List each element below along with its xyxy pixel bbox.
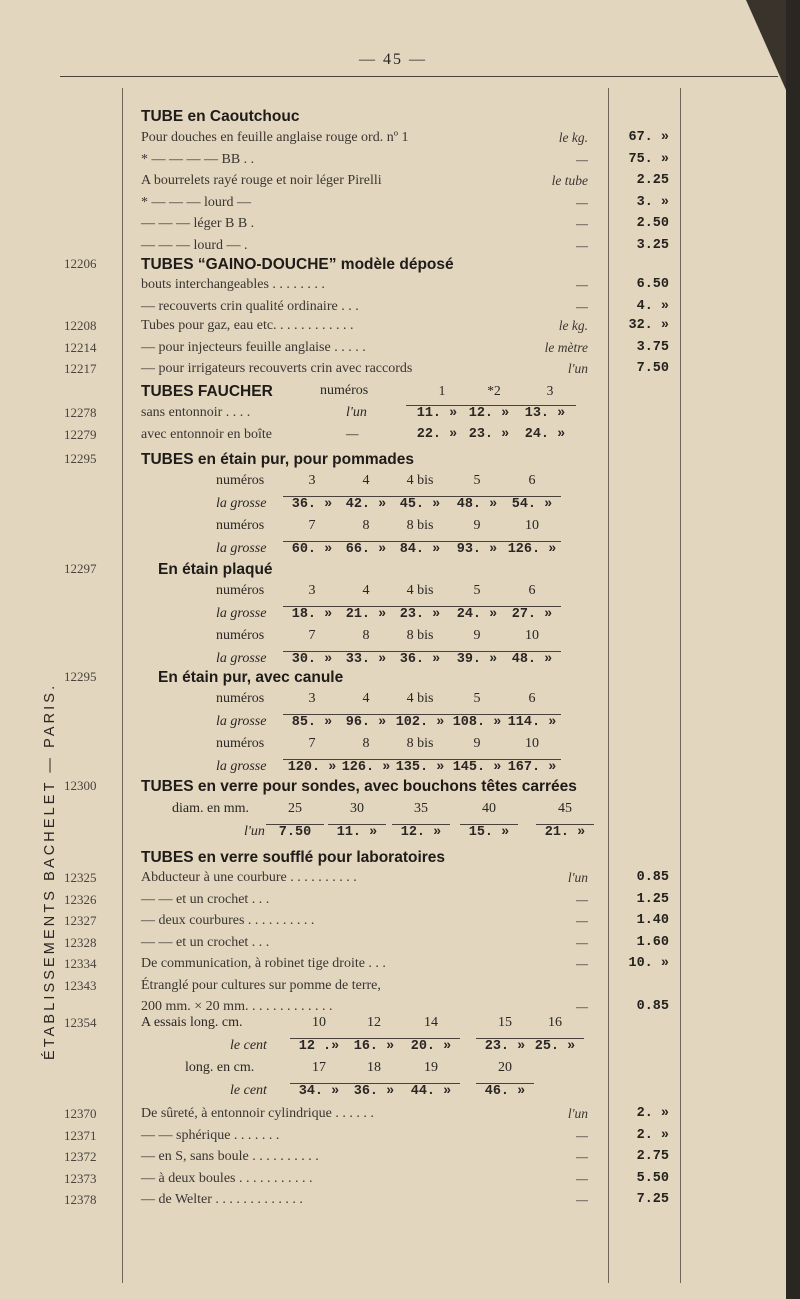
essais-price-values: [0, 1083, 786, 1105]
length: 10: [312, 1015, 326, 1030]
souffle-row: [0, 935, 786, 957]
row-label: la grosse: [216, 650, 267, 666]
item-price: 60. »: [283, 541, 341, 557]
unit-label: —: [575, 1170, 588, 1186]
diameter: 40: [482, 801, 496, 816]
item-code: 12378: [64, 1192, 97, 1207]
item-price: 54. »: [503, 496, 561, 512]
item-price: 13. »: [514, 405, 576, 421]
item-price: 16. »: [345, 1038, 403, 1054]
item-description: De communication, à robinet tige droite . . .: [141, 956, 386, 971]
unit-label: —: [346, 427, 359, 442]
essais-price-values: [0, 1038, 786, 1060]
item-price: 102. »: [391, 714, 449, 730]
item-price: 7.50: [636, 361, 669, 376]
item-price: 145. »: [448, 759, 506, 775]
item-price: 167. »: [503, 759, 561, 775]
surete-row: [0, 1149, 786, 1171]
item-price: 44. »: [402, 1083, 460, 1099]
numero: 10: [525, 518, 539, 533]
unit-label: —: [575, 1127, 588, 1143]
numero: 6: [528, 583, 536, 598]
surete-row: [0, 1192, 786, 1214]
item-price: 67. »: [628, 130, 669, 145]
item-price: 0.85: [636, 999, 669, 1014]
item-code: 12297: [64, 561, 97, 576]
item-description: A bourrelets rayé rouge et noir léger Pirelli: [141, 173, 382, 188]
item-code: 12214: [64, 339, 97, 355]
numero: 10: [525, 628, 539, 643]
numero: 1: [438, 383, 446, 398]
item-code: 12327: [64, 913, 97, 928]
item-price: 46. »: [476, 1083, 534, 1099]
item-price: 2.50: [636, 216, 669, 231]
item-description: — recouverts crin qualité ordinaire . . .: [141, 298, 359, 314]
numero: 3: [308, 583, 316, 598]
unit-label: —: [575, 999, 588, 1014]
item-price: 10. »: [628, 956, 669, 971]
unit-label: —: [575, 1149, 588, 1164]
numero: 7: [308, 518, 316, 533]
diameter: 30: [350, 801, 364, 816]
unit-label: l'un: [346, 405, 367, 420]
numero: 5: [473, 583, 481, 598]
numero: 10: [525, 736, 539, 751]
item-description: — — et un crochet . . .: [141, 934, 270, 950]
numero: *2: [487, 383, 501, 398]
length: 19: [424, 1060, 438, 1075]
item-price: 0.85: [636, 870, 669, 885]
row-label: numéros: [216, 518, 265, 533]
item-price: 34. »: [290, 1083, 348, 1099]
item-price: 36. »: [391, 651, 449, 667]
numero: 3: [308, 691, 316, 706]
caoutchouc-row: [0, 130, 786, 152]
numero: 4 bis: [406, 691, 434, 706]
row-label: la grosse: [216, 758, 267, 774]
section-title: TUBES “GAINO-DOUCHE” modèle déposé: [141, 256, 454, 273]
item-description: avec entonnoir en boîte: [141, 427, 273, 442]
item-code: 12343: [64, 977, 97, 993]
item-price: 11. »: [328, 824, 386, 840]
item-price: 20. »: [402, 1038, 460, 1054]
item-price: 3. »: [636, 194, 669, 210]
item-description: — — — lourd — .: [141, 237, 248, 253]
canule-grid-row: [0, 691, 786, 713]
item-price: 3.75: [636, 339, 669, 355]
label: A essais long. cm.: [141, 1015, 243, 1030]
item-price: 96. »: [337, 714, 395, 730]
section-header: [0, 451, 786, 473]
unit-label: —: [575, 934, 588, 950]
canule-grid-row: [0, 714, 786, 736]
numero: 9: [473, 736, 481, 751]
item-price: 11. »: [406, 405, 468, 421]
section-title: En étain plaqué: [158, 561, 273, 578]
unit-label: —: [575, 891, 588, 907]
section-title: En étain pur, avec canule: [158, 669, 344, 686]
item-description: — à deux boules . . . . . . . . . . .: [141, 1170, 313, 1186]
item-price: 75. »: [628, 151, 669, 167]
item-code: 12371: [64, 1127, 97, 1143]
unit-label: l'un: [567, 1106, 588, 1121]
length: 14: [424, 1015, 438, 1030]
row-label: numéros: [216, 691, 265, 706]
item-price: 48. »: [503, 651, 561, 667]
gaz-row: [0, 318, 786, 340]
unit-label: le mètre: [544, 339, 588, 355]
section-header: [0, 778, 786, 800]
item-price: 36. »: [283, 496, 341, 512]
item-description: — — sphérique . . . . . . .: [141, 1127, 280, 1143]
numero: 9: [473, 628, 481, 643]
item-price: 2.75: [636, 1149, 669, 1164]
item-price: 23. »: [476, 1038, 534, 1054]
numero: 3: [546, 383, 554, 398]
unit-label: —: [575, 956, 588, 971]
unit-label: —: [575, 277, 588, 292]
item-price: 12. »: [458, 405, 520, 421]
essais-long-values: [0, 1060, 786, 1082]
item-price: 126. »: [503, 541, 561, 557]
caoutchouc-row: [0, 216, 786, 238]
item-description: 200 mm. × 20 mm. . . . . . . . . . . . .: [141, 999, 333, 1014]
numero: 6: [528, 473, 536, 488]
unit-label: —: [575, 194, 588, 210]
item-price: 39. »: [448, 651, 506, 667]
item-price: 85. »: [283, 714, 341, 730]
item-price: 120. »: [283, 759, 341, 775]
item-code: 12328: [64, 934, 97, 950]
item-code: 12370: [64, 1106, 97, 1121]
row-label: la grosse: [216, 495, 267, 511]
item-description: — deux courbures . . . . . . . . . .: [141, 913, 315, 928]
etain-grid-row: [0, 473, 786, 495]
item-description: — — et un crochet . . .: [141, 891, 270, 907]
unit-label: —: [575, 298, 588, 314]
length: 18: [367, 1060, 381, 1075]
item-price: 108. »: [448, 714, 506, 730]
item-price: 18. »: [283, 606, 341, 622]
plaque-grid-row: [0, 628, 786, 650]
sondes-price-values: [0, 824, 786, 846]
item-price: 7.50: [266, 824, 324, 840]
item-code: 12278: [64, 405, 97, 420]
item-price: 1.25: [636, 891, 669, 907]
numero: 5: [473, 691, 481, 706]
canule-grid-row: [0, 736, 786, 758]
item-code: 12217: [64, 361, 97, 376]
item-price: 24. »: [524, 427, 566, 442]
numero: 7: [308, 736, 316, 751]
item-price: 45. »: [391, 496, 449, 512]
item-description: * — — — — BB . .: [141, 151, 255, 167]
unit-label: —: [575, 216, 588, 231]
row-label: la grosse: [216, 540, 267, 556]
unit-label: le kg.: [558, 130, 588, 145]
souffle-row: [0, 870, 786, 892]
item-price: 2. »: [636, 1127, 669, 1143]
unit-label: l'un: [244, 824, 265, 839]
faucher-header: [0, 383, 786, 405]
item-price: 66. »: [337, 541, 395, 557]
surete-row: [0, 1128, 786, 1150]
row-label: numéros: [216, 736, 265, 751]
item-price: 27. »: [503, 606, 561, 622]
item-price: 12 .»: [290, 1038, 348, 1054]
unit-label: le tube: [551, 173, 588, 188]
item-price: 84. »: [391, 541, 449, 557]
item-description: sans entonnoir . . . .: [141, 405, 251, 420]
etain-grid-row: [0, 541, 786, 563]
section-header: [0, 561, 786, 583]
section-header: [0, 849, 786, 871]
item-code: 12354: [64, 1015, 97, 1030]
item-description: De sûreté, à entonnoir cylindrique . . . . . .: [141, 1106, 374, 1121]
item-price: 33. »: [337, 651, 395, 667]
length: 15: [498, 1015, 512, 1030]
numero: 5: [473, 473, 481, 488]
item-code: 12208: [64, 318, 97, 333]
item-price: 23. »: [391, 606, 449, 622]
gaino-row: [0, 277, 786, 299]
numeros-label: numéros: [320, 383, 369, 398]
diameter: 25: [288, 801, 302, 816]
souffle-row: [0, 913, 786, 935]
item-price: 1.60: [636, 934, 669, 950]
item-price: 15. »: [460, 824, 518, 840]
item-price: 2. »: [636, 1106, 669, 1121]
length: 12: [367, 1015, 381, 1030]
item-description: Étranglé pour cultures sur pomme de terre,: [141, 977, 381, 993]
label: le cent: [230, 1083, 267, 1098]
caoutchouc-row: [0, 152, 786, 174]
caoutchouc-row: [0, 195, 786, 217]
page-number: — 45 —: [359, 51, 427, 68]
item-price: 22. »: [416, 427, 458, 442]
item-price: 7.25: [636, 1192, 669, 1207]
unit-label: —: [575, 151, 588, 167]
unit-label: —: [575, 1192, 588, 1207]
caoutchouc-row: [0, 173, 786, 195]
item-price: 25. »: [526, 1038, 584, 1054]
item-price: 4. »: [636, 298, 669, 314]
souffle-row: [0, 956, 786, 978]
item-price: 135. »: [391, 759, 449, 775]
item-price: 36. »: [345, 1083, 403, 1099]
surete-row: [0, 1106, 786, 1128]
plaque-grid-row: [0, 606, 786, 628]
etain-grid-row: [0, 496, 786, 518]
item-price: 24. »: [448, 606, 506, 622]
numero: 8 bis: [406, 628, 434, 643]
numero: 4 bis: [406, 583, 434, 598]
item-price: 93. »: [448, 541, 506, 557]
diam-label: diam. en mm.: [172, 801, 249, 816]
item-code: 12295: [64, 669, 97, 684]
numero: 4: [362, 691, 370, 706]
item-description: Abducteur à une courbure . . . . . . . . . .: [141, 870, 357, 885]
numero: 7: [308, 628, 316, 643]
top-rule: [60, 76, 778, 77]
item-price: 126. »: [337, 759, 395, 775]
item-description: bouts interchangeables . . . . . . . .: [141, 277, 325, 292]
label: long. en cm.: [185, 1060, 255, 1075]
unit-label: l'un: [567, 870, 588, 885]
plaque-grid-row: [0, 651, 786, 673]
item-code: 12334: [64, 956, 97, 971]
item-price: 42. »: [337, 496, 395, 512]
length: 20: [498, 1060, 512, 1075]
item-code: 12300: [64, 778, 97, 793]
essais-long-values: [0, 1015, 786, 1037]
item-price: 23. »: [468, 427, 510, 442]
item-description: — en S, sans boule . . . . . . . . . .: [141, 1149, 319, 1164]
item-description: Tubes pour gaz, eau etc. . . . . . . . . . . .: [141, 318, 354, 333]
souffle-row: [0, 892, 786, 914]
numero: 3: [308, 473, 316, 488]
gaz-row: [0, 340, 786, 362]
item-price: 114. »: [503, 714, 561, 730]
caoutchouc-row: [0, 238, 786, 260]
souffle-row: [0, 978, 786, 1000]
section-header: [0, 108, 786, 130]
label: le cent: [230, 1038, 267, 1053]
item-price: 1.40: [636, 913, 669, 928]
row-label: la grosse: [216, 713, 267, 729]
item-code: 12206: [64, 256, 97, 271]
item-description: — pour injecteurs feuille anglaise . . . . .: [141, 339, 366, 355]
unit-label: le kg.: [558, 318, 588, 333]
numero: 6: [528, 691, 536, 706]
item-price: 5.50: [636, 1170, 669, 1186]
numero: 4: [362, 583, 370, 598]
item-description: — pour irrigateurs recouverts crin avec raccords: [141, 361, 413, 376]
section-title: TUBES en verre soufflé pour laboratoires: [141, 849, 446, 866]
row-label: la grosse: [216, 605, 267, 621]
section-title: TUBE en Caoutchouc: [141, 108, 300, 125]
numero: 4 bis: [406, 473, 434, 488]
item-price: 21. »: [337, 606, 395, 622]
item-price: 32. »: [628, 318, 669, 333]
row-label: numéros: [216, 473, 265, 488]
item-price: 21. »: [536, 824, 594, 840]
numero: 8: [362, 518, 370, 533]
item-description: — — — léger B B .: [141, 216, 255, 231]
item-price: 3.25: [636, 237, 669, 253]
sidebar-company-name: ÉTABLISSEMENTS BACHELET — PARIS.: [42, 682, 58, 1060]
item-code: 12325: [64, 870, 97, 885]
item-code: 12326: [64, 891, 97, 907]
numero: 8: [362, 736, 370, 751]
length: 16: [548, 1015, 562, 1030]
unit-label: —: [575, 913, 588, 928]
diameter: 35: [414, 801, 428, 816]
item-code: 12373: [64, 1170, 97, 1186]
item-code: 12279: [64, 427, 97, 442]
plaque-grid-row: [0, 583, 786, 605]
section-title: TUBES en étain pur, pour pommades: [141, 451, 415, 468]
numero: 8 bis: [406, 736, 434, 751]
canule-grid-row: [0, 759, 786, 781]
item-price: 30. »: [283, 651, 341, 667]
item-description: * — — — lourd —: [141, 194, 252, 210]
numero: 9: [473, 518, 481, 533]
faucher-row: [0, 405, 786, 427]
etain-grid-row: [0, 518, 786, 540]
row-label: numéros: [216, 583, 265, 598]
item-description: Pour douches en feuille anglaise rouge ord. nº 1: [141, 130, 409, 145]
unit-label: l'un: [567, 361, 588, 376]
item-description: — de Welter . . . . . . . . . . . . .: [141, 1192, 303, 1207]
faucher-row: [0, 427, 786, 449]
diameter: 45: [558, 801, 572, 816]
numero: 4: [362, 473, 370, 488]
item-price: 2.25: [636, 173, 669, 188]
section-title: TUBES FAUCHER: [141, 383, 273, 400]
item-price: 12. »: [392, 824, 450, 840]
unit-label: —: [575, 237, 588, 253]
item-price: 6.50: [636, 277, 669, 292]
item-code: 12372: [64, 1149, 97, 1164]
section-title: TUBES en verre pour sondes, avec bouchons têtes carrées: [141, 778, 577, 795]
surete-row: [0, 1171, 786, 1193]
gaz-row: [0, 361, 786, 383]
length: 17: [312, 1060, 326, 1075]
numero: 8: [362, 628, 370, 643]
item-price: 48. »: [448, 496, 506, 512]
item-code: 12295: [64, 451, 97, 466]
sondes-diam-values: [0, 801, 786, 823]
row-label: numéros: [216, 628, 265, 643]
numero: 8 bis: [406, 518, 434, 533]
